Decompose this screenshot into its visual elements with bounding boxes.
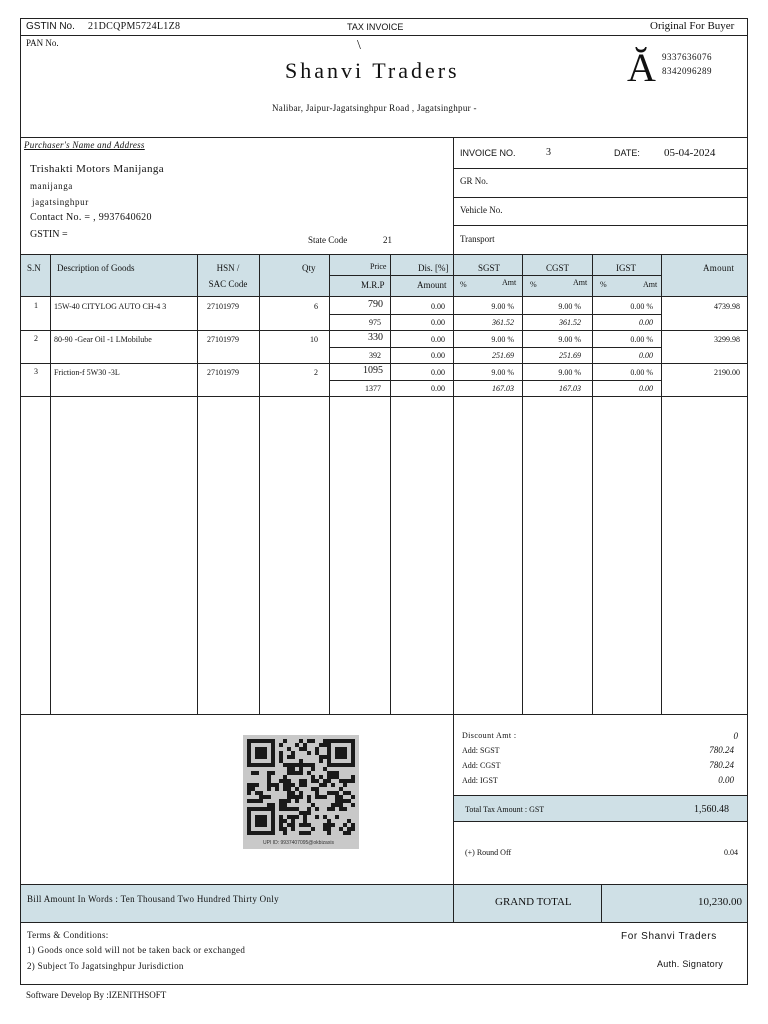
col-sgst-amt: Amt — [502, 278, 517, 287]
divider — [20, 296, 748, 297]
terms-title: Terms & Conditions: — [27, 930, 109, 940]
add-igst-label: Add: IGST — [462, 776, 498, 785]
vehicle-no-label: Vehicle No. — [460, 205, 503, 215]
gr-no-label: GR No. — [460, 176, 489, 186]
invoice-date: 05-04-2024 — [664, 147, 716, 159]
item-sn: 3 — [34, 367, 38, 376]
col-sgst-pct: % — [460, 280, 467, 289]
item-amount: 4739.98 — [714, 302, 740, 311]
state-code-label: State Code — [308, 235, 348, 245]
backslash-mark: \ — [357, 38, 361, 53]
date-label: DATE: — [614, 148, 640, 158]
item-description: 15W-40 CITYLOG AUTO CH-4 3 — [54, 302, 167, 311]
item-amount: 3299.98 — [714, 335, 740, 344]
col-dis-pct: Dis. [%] — [418, 263, 449, 273]
qr-code-icon — [243, 735, 359, 839]
divider — [20, 137, 748, 138]
item-igst-pct: 0.00 % — [630, 335, 653, 344]
item-sgst-amt: 251.69 — [492, 351, 514, 360]
divider — [601, 884, 602, 922]
col-line — [329, 254, 330, 714]
col-igst: IGST — [616, 263, 636, 273]
discount-label: Discount Amt : — [462, 731, 517, 740]
row-line — [20, 363, 748, 364]
item-sgst-pct: 9.00 % — [491, 335, 514, 344]
add-sgst-label: Add: SGST — [462, 746, 500, 755]
item-amount: 2190.00 — [714, 368, 740, 377]
gstin-label: GSTIN No. — [26, 21, 75, 32]
item-igst-pct: 0.00 % — [630, 302, 653, 311]
row-line — [329, 347, 661, 348]
divider — [453, 168, 748, 169]
divider — [329, 275, 661, 276]
col-cgst-pct: % — [530, 280, 537, 289]
item-price: 790 — [368, 299, 383, 310]
item-sgst-amt: 167.03 — [492, 384, 514, 393]
item-price: 1095 — [363, 365, 383, 376]
divider — [453, 137, 454, 254]
item-description: Friction-f 5W30 -3L — [54, 368, 120, 377]
software-credit: Software Develop By :IZENITHSOFT — [26, 990, 167, 1000]
col-igst-pct: % — [600, 280, 607, 289]
add-sgst-value: 780.24 — [709, 745, 734, 755]
divider — [20, 884, 748, 885]
col-hsn: HSN / — [216, 263, 240, 273]
item-dis-pct: 0.00 — [431, 368, 445, 377]
purchaser-line2: jagatsinghpur — [32, 197, 89, 207]
invoice-no: 3 — [546, 147, 551, 158]
company-name: Shanvi Traders — [285, 58, 460, 83]
item-cgst-pct: 9.00 % — [558, 335, 581, 344]
col-line — [661, 254, 662, 714]
divider — [453, 714, 454, 884]
col-cgst-amt: Amt — [573, 278, 588, 287]
col-line — [592, 254, 593, 714]
divider — [453, 197, 748, 198]
col-cgst: CGST — [546, 263, 570, 273]
row-line — [20, 396, 748, 397]
purchaser-section-label: Purchaser's Name and Address — [24, 140, 145, 150]
item-price: 330 — [368, 332, 383, 343]
item-dis-amt: 0.00 — [431, 384, 445, 393]
col-line — [50, 254, 51, 714]
item-mrp: 975 — [369, 318, 381, 327]
transport-label: Transport — [460, 234, 495, 244]
item-cgst-amt: 361.52 — [559, 318, 581, 327]
term-1: 1) Goods once sold will not be taken back or exchanged — [27, 945, 246, 955]
gstin-value: 21DCQPM5724L1Z8 — [88, 21, 181, 32]
total-tax-label: Total Tax Amount : GST — [465, 805, 545, 814]
divider — [20, 714, 748, 715]
divider — [453, 225, 748, 226]
col-line — [390, 254, 391, 714]
item-dis-pct: 0.00 — [431, 302, 445, 311]
phone-2: 8342096289 — [662, 66, 712, 76]
col-sgst: SGST — [478, 263, 501, 273]
grand-total-value: 10,230.00 — [698, 896, 742, 908]
col-hsn-sac: SAC Code — [208, 279, 248, 289]
item-dis-pct: 0.00 — [431, 335, 445, 344]
col-line — [197, 254, 198, 714]
qr-upi-label: UPI ID: 9937407095@okbizaxis — [263, 840, 334, 846]
col-sn: S.N — [27, 263, 41, 273]
item-igst-amt: 0.00 — [639, 318, 653, 327]
item-description: 80-90 -Gear Oil -1 LMobilube — [54, 335, 152, 344]
row-line — [329, 380, 661, 381]
item-igst-amt: 0.00 — [639, 351, 653, 360]
item-hsn: 27101979 — [207, 368, 239, 377]
item-cgst-amt: 167.03 — [559, 384, 581, 393]
col-line — [453, 254, 454, 714]
purchaser-contact: Contact No. = , 9937640620 — [30, 212, 152, 223]
col-description: Description of Goods — [57, 263, 135, 273]
for-company: For Shanvi Traders — [621, 931, 717, 942]
item-sn: 2 — [34, 334, 38, 343]
divider — [20, 254, 748, 255]
col-line — [259, 254, 260, 714]
item-dis-amt: 0.00 — [431, 318, 445, 327]
item-dis-amt: 0.00 — [431, 351, 445, 360]
col-dis-amt: Amount — [417, 280, 447, 290]
add-cgst-value: 780.24 — [709, 760, 734, 770]
divider — [20, 922, 748, 923]
col-line — [522, 254, 523, 714]
item-sn: 1 — [34, 301, 38, 310]
item-sgst-pct: 9.00 % — [491, 368, 514, 377]
state-code-value: 21 — [383, 235, 392, 245]
item-sgst-pct: 9.00 % — [491, 302, 514, 311]
row-line — [20, 330, 748, 331]
round-off-value: 0.04 — [724, 848, 738, 857]
item-hsn: 27101979 — [207, 302, 239, 311]
auth-signatory: Auth. Signatory — [657, 959, 724, 969]
col-qty: Qty — [302, 263, 316, 273]
divider — [20, 35, 748, 36]
item-qty: 2 — [314, 368, 318, 377]
purchaser-gstin: GSTIN = — [30, 229, 68, 240]
col-price: Price — [370, 262, 387, 271]
item-igst-amt: 0.00 — [639, 384, 653, 393]
divider — [453, 795, 748, 796]
item-cgst-pct: 9.00 % — [558, 302, 581, 311]
add-cgst-label: Add: CGST — [462, 761, 501, 770]
item-cgst-pct: 9.00 % — [558, 368, 581, 377]
round-off-label: (+) Round Off — [465, 848, 512, 857]
purchaser-name: Trishakti Motors Manijanga — [30, 163, 165, 175]
item-igst-pct: 0.00 % — [630, 368, 653, 377]
phone-1: 9337636076 — [662, 52, 712, 62]
amount-in-words: Bill Amount In Words : Ten Thousand Two Hundred Thirty Only — [27, 894, 279, 904]
row-line — [329, 314, 661, 315]
doc-type: TAX INVOICE — [347, 22, 404, 32]
pan-label: PAN No. — [26, 38, 59, 48]
col-mrp: M.R.P — [361, 280, 385, 290]
invoice-no-label: INVOICE NO. — [460, 148, 516, 158]
col-amount: Amount — [703, 263, 735, 273]
item-mrp: 392 — [369, 351, 381, 360]
item-mrp: 1377 — [365, 384, 381, 393]
discount-value: 0 — [733, 731, 738, 741]
term-2: 2) Subject To Jagatsinghpur Jurisdiction — [27, 961, 184, 971]
divider — [453, 821, 748, 822]
item-hsn: 27101979 — [207, 335, 239, 344]
col-igst-amt: Amt — [643, 280, 658, 289]
item-qty: 10 — [310, 335, 318, 344]
item-qty: 6 — [314, 302, 318, 311]
item-sgst-amt: 361.52 — [492, 318, 514, 327]
total-tax-value: 1,560.48 — [694, 804, 729, 815]
payment-qr-code — [243, 735, 359, 849]
grand-total-label: GRAND TOTAL — [495, 896, 572, 908]
purchaser-line1: manijanga — [30, 181, 73, 191]
logo-glyph: Ă — [627, 45, 656, 90]
item-cgst-amt: 251.69 — [559, 351, 581, 360]
divider — [453, 884, 454, 922]
add-igst-value: 0.00 — [718, 775, 734, 785]
copy-type: Original For Buyer — [650, 20, 735, 32]
company-address: Nalibar, Jaipur-Jagatsinghpur Road , Jagatsinghpur - — [272, 103, 477, 113]
